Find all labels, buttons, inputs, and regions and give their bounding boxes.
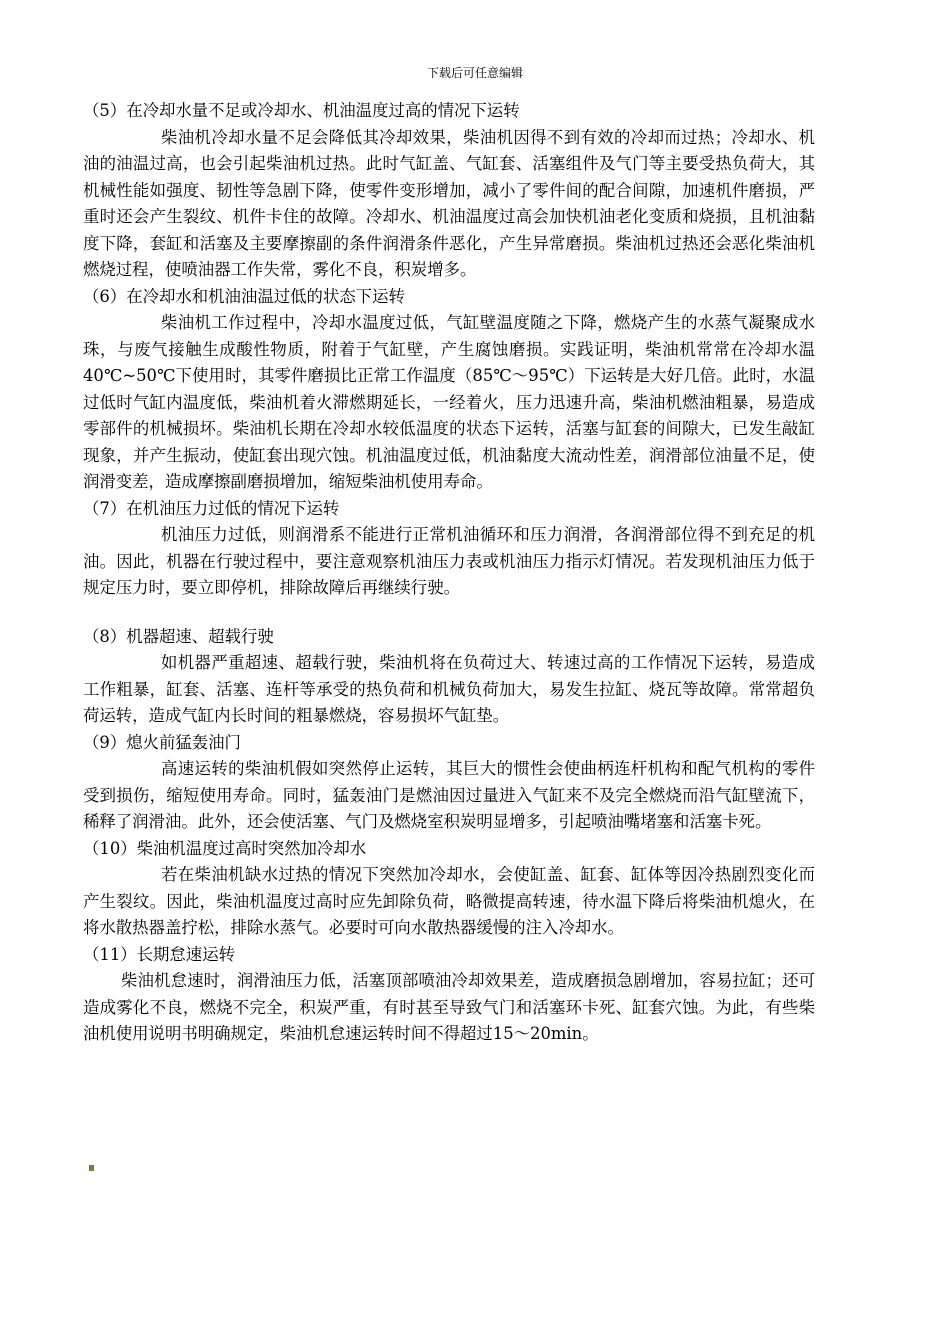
section-paragraph: 高速运转的柴油机假如突然停止运转，其巨大的惯性会使曲柄连杆机构和配气机构的零件受到损伤，缩短使用寿命。同时，猛轰油门是燃油因过量进入气缸来不及完全燃烧而沿气缸壁流下，稀释了润滑油。此外，还会使活塞、气门及燃烧室积炭明显增多，引起喷油嘴堵塞和活塞卡死。 (83, 759, 815, 831)
paragraph-gap (83, 602, 815, 624)
text-cursor-marker (89, 1165, 94, 1171)
document-body (83, 98, 832, 1048)
section-heading: （6）在冷却水和机油油温过低的状态下运转 (83, 286, 405, 306)
section-heading: （8）机器超速、超载行驶 (83, 626, 274, 646)
section-paragraph: 若在柴油机缺水过热的情况下突然加冷却水，会使缸盖、缸套、缸体等因冷热剧烈变化而产生裂纹。因此，柴油机温度过高时应先卸除负荷，略微提高转速，待水温下降后将柴油机熄火，在将水散热器盖拧松，排除水蒸气。必要时可向水散热器缓慢的注入冷却水。 (83, 865, 815, 937)
section-paragraph: 柴油机怠速时，润滑油压力低，活塞顶部喷油冷却效果差，造成磨损急剧增加，容易拉缸；还可造成雾化不良，燃烧不完全，积炭严重，有时甚至导致气门和活塞环卡死、缸套穴蚀。为此，有些柴油机使用说明书明确规定，柴油机怠速运转时间不得超过15～20min。 (83, 971, 815, 1043)
section-heading: （9）熄火前猛轰油门 (83, 732, 241, 752)
section-heading: （7）在机油压力过低的情况下运转 (83, 498, 340, 518)
page-header: 下载后可任意编辑 (426, 66, 523, 80)
section-paragraph: 柴油机冷却水量不足会降低其冷却效果，柴油机因得不到有效的冷却而过热；冷却水、机油的油温过高，也会引起柴油机过热。此时气缸盖、气缸套、活塞组件及气门等主要受热负荷大，其机械性能如强度、韧性等急剧下降，使零件变形增加，减小了零件间的配合间隙，加速机件磨损，严重时还会产生裂纹、机件卡住的故障。冷却水、机油温度过高会加快机油老化变质和烧损，且机油黏度下降，套缸和活塞及主要摩擦副的条件润滑条件恶化，产生异常磨损。柴油机过热还会恶化柴油机燃烧过程，使喷油器工作失常，雾化不良，积炭增多。 (83, 127, 815, 279)
section-heading: （11）长期怠速运转 (83, 944, 235, 964)
section-heading: （5）在冷却水量不足或冷却水、机油温度过高的情况下运转 (83, 101, 520, 120)
section-paragraph: 如机器严重超速、超载行驶，柴油机将在负荷过大、转速过高的工作情况下运转，易造成工作粗暴，缸套、活塞、连杆等承受的热负荷和机械负荷加大，易发生拉缸、烧瓦等故障。常常超负荷运转，造成气缸内长时间的粗暴燃烧，容易损坏气缸垫。 (83, 653, 815, 725)
section-paragraph: 机油压力过低，则润滑系不能进行正常机油循环和压力润滑，各润滑部位得不到充足的机油。因此，机器在行驶过程中，要注意观察机油压力表或机油压力指示灯情况。若发现机油压力低于规定压力时，要立即停机，排除故障后再继续行驶。 (83, 525, 815, 597)
section-paragraph: 柴油机工作过程中，冷却水温度过低，气缸壁温度随之下降，燃烧产生的水蒸气凝聚成水 珠，与废气接触生成酸性物质，附着于气缸壁，产生腐蚀磨损。实践证明，柴油机常常在冷却水温40℃~50℃下使用时，其零件磨损比正常工作温度（85℃～95℃）下运转是大好几倍。此时，水温过低时气缸内温度低，柴油机着火滞燃期延长，一经着火，压力迅速升高，柴油机燃油粗暴，易造成零部件的机械损坏。柴油机长期在冷却水较低温度的状态下运转，活塞与缸套的间隙大，已发生敲缸现象，并产生振动，使缸套出现穴蚀。机油温度过低，机油黏度大流动性差，润滑部位油量不足，使润滑变差，造成摩擦副磨损增加，缩短柴油机使用寿命。 (83, 313, 832, 491)
section-heading: （10）柴油机温度过高时突然加冷却水 (83, 838, 367, 858)
